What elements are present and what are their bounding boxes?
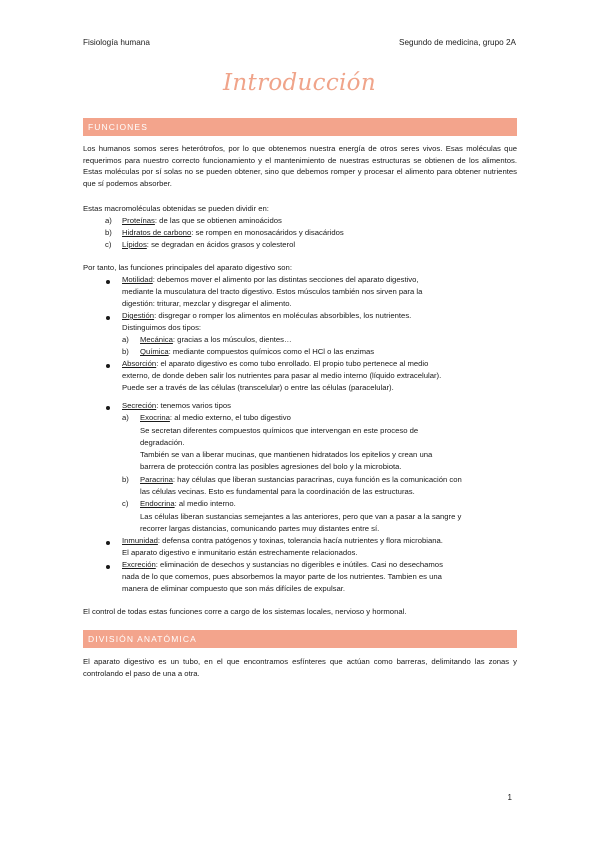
digestion-item-mecanica [140,334,292,346]
digestion-line-2: Distinguimos dos tipos: [122,323,202,332]
section-heading-funciones: FUNCIONES [83,118,517,136]
motilidad-line-3: digestión: triturar, mezclar y disgregar el alimento. [122,299,292,308]
bullet-icon [106,364,110,368]
macro-marker-c: c) [105,240,112,249]
digestion-marker-a: a) [122,335,129,344]
endocrina-text: : al medio interno. [174,499,236,508]
macro-marker-b: b) [105,228,112,237]
inmunidad-text: : defensa contra patógenos y toxinas, tolerancia hacía nutrientes y flora microbiana. [157,536,443,545]
digestion-text: : disgregar o romper los alimentos en moléculas absorbibles, los nutrientes. [154,311,412,320]
exocrina-text: : al medio externo, el tubo digestivo [169,413,291,422]
endocrina-line-3: recorrer largas distancias, comunicando partes muy distantes entre sí. [140,524,380,533]
macro-item-lipidos [122,239,295,251]
macro-item-label: Lípidos [122,240,147,249]
digestion-item-text: : mediante compuestos químicos como el HCl o las enzimas [168,347,375,356]
macro-item-text: : se rompen en monosacáridos y disacáridos [191,228,344,237]
digestion-marker-b: b) [122,347,129,356]
secrecion-endocrina-line [140,498,236,510]
control-paragraph: El control de todas estas funciones corre a cargo de los sistemas locales, nervioso y hormonal. [83,607,407,616]
motilidad-line-1 [122,274,419,286]
macro-item-hidratos [122,227,344,239]
macro-item-label: Hidratos de carbono [122,228,192,237]
macro-item-text: : de las que se obtienen aminoácidos [154,216,282,225]
inmunidad-line-1 [122,535,443,547]
bullet-icon [106,280,110,284]
macro-lead: Estas macromoléculas obtenidas se pueden dividir en: [83,204,269,213]
exocrina-line-3: También se van a liberar mucinas, que mantienen hidratados los epitelios y crean una [140,450,433,459]
paracrina-line-2: las células vecinas. Esto es fundamental para la coordinación de las estructuras. [140,487,415,496]
secrecion-marker-c: c) [122,499,129,508]
inmunidad-line-2: El aparato digestivo e inmunitario están estrechamente relacionados. [122,548,358,557]
exocrina-label: Exocrina [140,413,170,422]
bullet-icon [106,541,110,545]
division-paragraph: El aparato digestivo es un tubo, en el que encontramos esfínteres que actúan como barreras, delimitando las zonas y controlando el paso de una a otra. [83,657,517,678]
exocrina-line-2: degradación. [140,438,185,447]
motilidad-line-2: mediante la musculatura del tracto digestivo. Estos músculos también nos sirven para la [122,287,423,296]
bullet-icon [106,565,110,569]
absorcion-text: : el aparato digestivo es como tubo enrollado. El propio tubo pertenece al medio [156,359,429,368]
secrecion-label: Secreción [122,401,157,410]
endocrina-label: Endocrina [140,499,175,508]
motilidad-label: Motilidad [122,275,153,284]
page-title: Introducción [223,70,376,96]
macro-item-text: : se degradan en ácidos grasos y colesterol [146,240,296,249]
excrecion-line-3: manera de eliminar compuesto que son más difíciles de expulsar. [122,584,346,593]
motilidad-text: : debemos mover el alimento por las distintas secciones del aparato digestivo, [152,275,419,284]
endocrina-line-2: Las células liberan sustancias semejantes a las anteriores, pero que van a pasar a la sangre y [140,512,462,521]
inmunidad-label: Inmunidad [122,536,158,545]
absorcion-line-2: externo, de donde deben salir los nutrientes para pasar al medio interno (líquido extracelular). [122,371,442,380]
absorcion-line-3: Puede ser a través de las células (transcelular) o entre las células (paracelular). [122,383,394,392]
paracrina-text: : hay células que liberan sustancias paracrinas, cuya función es la comunicación con [172,475,462,484]
absorcion-label: Absorción [122,359,157,368]
header-group: Segundo de medicina, grupo 2A [399,38,516,47]
secrecion-paracrina-line [140,474,462,486]
functions-lead: Por tanto, las funciones principales del aparato digestivo son: [83,263,292,272]
page-number: 1 [507,793,512,802]
secrecion-exocrina-line [140,412,291,424]
intro-paragraph: Los humanos somos seres heterótrofos, por lo que obtenemos nuestra energía de otros seres vivos. Esas moléculas que requerimos para nuestro correcto funcionamiento y el mantenimiento de nuestras estructuras se obtienen de los alimentos. Estas moléculas por sí solas no se pueden obtener, sino que debemos romper y procesar el alimento para obtener nutrientes que sí podemos absorber. [83,144,517,188]
macro-marker-a: a) [105,216,112,225]
excrecion-line-2: nada de lo que comemos, pues absorbemos la mayor parte de los nutrientes. Tambien es una [122,572,442,581]
section-heading-division: DIVISIÓN ANATÓMICA [83,630,517,648]
digestion-label: Digestión [122,311,155,320]
digestion-item-quimica [140,346,374,358]
exocrina-line-4: barrera de protección contra las posibles agresiones del bolo y la microbiota. [140,462,402,471]
macro-item-label: Proteínas [122,216,155,225]
digestion-item-text: : gracias a los músculos, dientes… [172,335,292,344]
macro-item-proteinas [122,215,282,227]
header-course: Fisiología humana [83,38,150,47]
digestion-item-label: Mecánica [140,335,173,344]
absorcion-line-1 [122,358,428,370]
secrecion-lead: : tenemos varios tipos [156,401,231,410]
secrecion-marker-a: a) [122,413,129,422]
paracrina-label: Paracrina [140,475,173,484]
excrecion-label: Excreción [122,560,156,569]
excrecion-text: : eliminación de desechos y sustancias no digeribles e inútiles. Casi no desechamos [155,560,443,569]
digestion-line-1 [122,310,411,322]
secrecion-line-1 [122,400,231,412]
exocrina-line-1: Se secretan diferentes compuestos químicos que intervengan en este proceso de [140,426,419,435]
secrecion-marker-b: b) [122,475,129,484]
excrecion-line-1 [122,559,443,571]
digestion-item-label: Química [140,347,169,356]
bullet-icon [106,316,110,320]
bullet-icon [106,406,110,410]
